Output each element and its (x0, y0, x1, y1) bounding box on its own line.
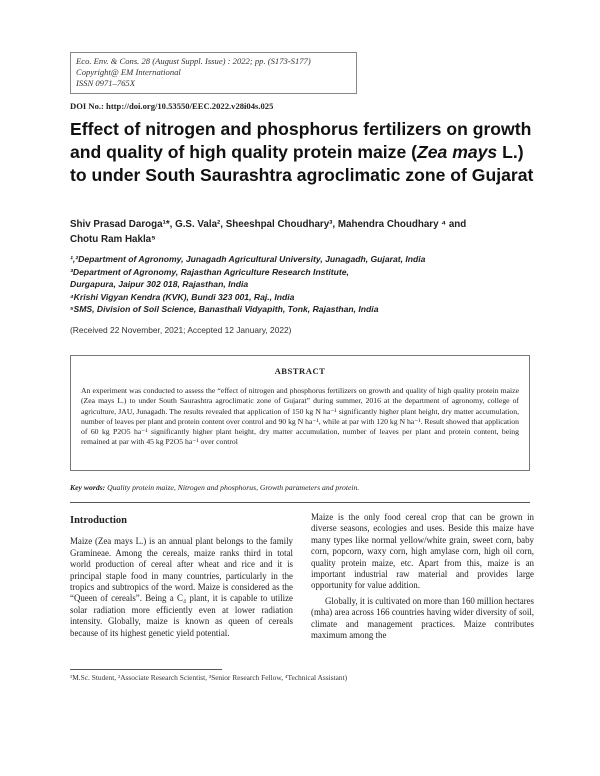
affiliations (70, 253, 540, 316)
abstract-heading: ABSTRACT (274, 366, 326, 376)
right-column (311, 512, 534, 645)
keywords-value: Quality protein maize, Nitrogen and phosphorus, Growth parameters and protein. (105, 483, 360, 492)
left-column (70, 512, 293, 643)
title-part-1: Effect of nitrogen and phosphorus fertilizers on growth and quality of high quality protein maize ( (70, 119, 532, 162)
affiliation-line: ¹,²Department of Agronomy, Junagadh Agricultural University, Junagadh, Gujarat, India (70, 254, 426, 264)
paper-title (70, 118, 540, 187)
footnote: ¹M.Sc. Student, ²Associate Research Scientist, ³Senior Research Fellow, ⁴Technical Assistant) (70, 673, 348, 682)
journal-issn-line: ISSN 0971–765X (76, 78, 135, 88)
author-line-2: Chotu Ram Hakla⁵ (70, 234, 156, 245)
title-part-2: L.) to under South Saurashtra agroclimatic zone of Gujarat (70, 142, 534, 185)
abstract-text: An experiment was conducted to assess the “effect of nitrogen and phosphorus fertilizers on growth and quality of high quality protein maize (Zea mays L.) to under South Saurashtra agroclimatic zone of Gujarat” during summer, 2016 at the department of agronomy, college of agriculture, JAU, Junagadh. The results revealed that application of 150 kg N ha⁻¹ significantly higher plant height, dry matter accumulation, number of leaves per plant and protein content over control and 90 kg N ha⁻¹, while at par with 120 kg N ha⁻¹. Result showed that application of 60 kg P2O5 ha⁻¹ significantly higher plant height, dry matter accumulation, number of leaves per plant and protein content, being remained at par with 45 kg P2O5 ha⁻¹ over control (81, 386, 519, 447)
doi-line: DOI No.: http://doi.org/10.53550/EEC.2022.v28i04s.025 (70, 101, 274, 111)
journal-issue-line: Eco. Env. & Cons. 28 (August Suppl. Issue) : 2022; pp. (S173-S177) (76, 56, 311, 66)
introduction-heading: Introduction (70, 515, 127, 526)
affiliation-line: ³Department of Agronomy, Rajasthan Agriculture Research Institute, (70, 266, 349, 277)
affiliation-line: Durgapura, Jaipur 302 018, Rajasthan, India (70, 279, 249, 289)
affiliation-line: ⁵SMS, Division of Soil Science, Banasthali Vidyapith, Tonk, Rajasthan, India (70, 304, 379, 314)
author-line-1: Shiv Prasad Daroga¹*, G.S. Vala², Sheeshpal Choudhary³, Mahendra Choudhary ⁴ and (70, 219, 467, 230)
footnote-divider (70, 669, 222, 670)
journal-citation-box (70, 52, 357, 94)
received-accepted-dates: (Received 22 November, 2021; Accepted 12 January, 2022) (70, 325, 292, 335)
affiliation-line: ⁴Krishi Vigyan Kendra (KVK), Bundi 323 001, Raj., India (70, 291, 295, 302)
intro-paragraph: Maize (Zea mays L.) is an annual plant belongs to the family Gramineae. Among the cereals, maize ranks third in total world production of cereal after wheat and rice and it is principal staple food in many countries, particularly in the tropics and subtropics of the word. Maize is considered as the “Queen of cereals”. Being a C₄ plant, it is capable to utilize solar radiation more efficiently even at lower radiation intensity. Globally, maize is known as queen of cereals because of its highest genetic yield potential. (70, 536, 293, 638)
intro-paragraph: Globally, it is cultivated on more than 160 million hectares (mha) area across 166 countries having wider diversity of soil, climate and management practices. Maize contributes maximum among the (311, 595, 534, 641)
author-list (70, 217, 540, 247)
section-divider (70, 502, 530, 503)
journal-copyright-line: Copyright@ EM International (76, 67, 181, 77)
intro-paragraph: Maize is the only food cereal crop that can be grown in diverse seasons, ecologies and uses. Beside this maize have many types like normal yellow/white grain, sweet corn, baby corn, popcorn, waxy corn, high amylase corn, high oil corn, quality protein maize, etc. Apart from this, maize is an important industrial raw material and provides large opportunity for value addition. (311, 512, 534, 591)
keywords-line (70, 483, 359, 492)
keywords-label: Key words: (70, 483, 106, 492)
abstract-box (70, 355, 530, 471)
title-species: Zea mays (417, 142, 498, 162)
